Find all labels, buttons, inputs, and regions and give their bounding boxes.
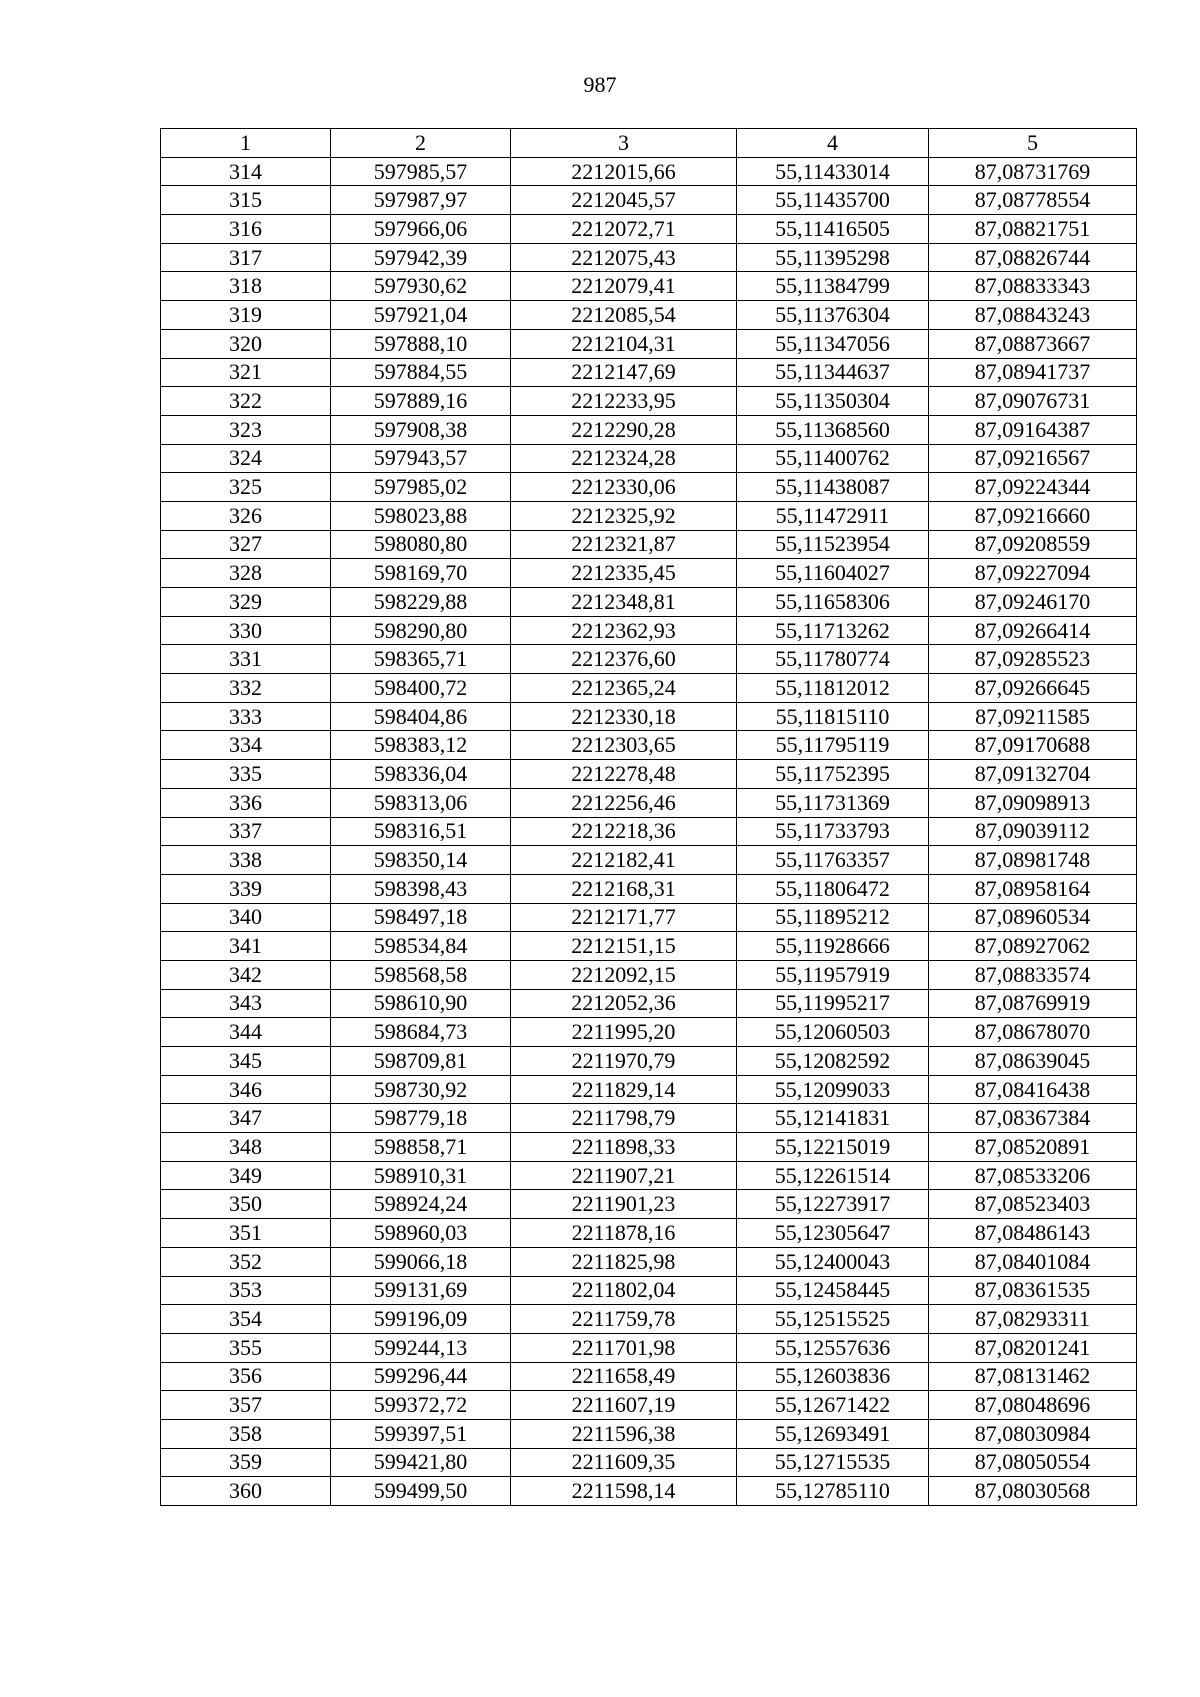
y-coordinate-cell: 2211658,49 (511, 1362, 737, 1391)
table-row (161, 301, 1137, 330)
x-coordinate-cell: 599421,80 (331, 1448, 511, 1477)
latitude-cell: 55,11713262 (737, 616, 929, 645)
table-row (161, 329, 1137, 358)
latitude-cell: 55,11780774 (737, 645, 929, 674)
longitude-cell: 87,08030984 (929, 1419, 1137, 1448)
point-number-cell: 359 (161, 1448, 331, 1477)
column-header-2: 2 (331, 129, 511, 158)
y-coordinate-cell: 2211898,33 (511, 1133, 737, 1162)
latitude-cell: 55,11384799 (737, 272, 929, 301)
table-row (161, 616, 1137, 645)
x-coordinate-cell: 598497,18 (331, 903, 511, 932)
latitude-cell: 55,11604027 (737, 559, 929, 588)
latitude-cell: 55,11731369 (737, 788, 929, 817)
y-coordinate-cell: 2211970,79 (511, 1047, 737, 1076)
x-coordinate-cell: 599296,44 (331, 1362, 511, 1391)
x-coordinate-cell: 598023,88 (331, 501, 511, 530)
point-number-cell: 324 (161, 444, 331, 473)
latitude-cell: 55,12557636 (737, 1333, 929, 1362)
latitude-cell: 55,12141831 (737, 1104, 929, 1133)
point-number-cell: 352 (161, 1247, 331, 1276)
longitude-cell: 87,08960534 (929, 903, 1137, 932)
longitude-cell: 87,08030568 (929, 1477, 1137, 1506)
longitude-cell: 87,08833574 (929, 960, 1137, 989)
latitude-cell: 55,11658306 (737, 588, 929, 617)
x-coordinate-cell: 598383,12 (331, 731, 511, 760)
table-row (161, 846, 1137, 875)
longitude-cell: 87,08778554 (929, 186, 1137, 215)
latitude-cell: 55,12671422 (737, 1391, 929, 1420)
longitude-cell: 87,09211585 (929, 702, 1137, 731)
x-coordinate-cell: 599499,50 (331, 1477, 511, 1506)
point-number-cell: 351 (161, 1219, 331, 1248)
longitude-cell: 87,08981748 (929, 846, 1137, 875)
point-number-cell: 315 (161, 186, 331, 215)
point-number-cell: 314 (161, 157, 331, 186)
latitude-cell: 55,11438087 (737, 473, 929, 502)
point-number-cell: 356 (161, 1362, 331, 1391)
table-row (161, 731, 1137, 760)
longitude-cell: 87,08639045 (929, 1047, 1137, 1076)
longitude-cell: 87,08361535 (929, 1276, 1137, 1305)
longitude-cell: 87,09208559 (929, 530, 1137, 559)
latitude-cell: 55,12060503 (737, 1018, 929, 1047)
point-number-cell: 332 (161, 674, 331, 703)
point-number-cell: 317 (161, 243, 331, 272)
point-number-cell: 330 (161, 616, 331, 645)
point-number-cell: 344 (161, 1018, 331, 1047)
x-coordinate-cell: 599372,72 (331, 1391, 511, 1420)
x-coordinate-cell: 599131,69 (331, 1276, 511, 1305)
y-coordinate-cell: 2212325,92 (511, 501, 737, 530)
x-coordinate-cell: 598960,03 (331, 1219, 511, 1248)
point-number-cell: 333 (161, 702, 331, 731)
longitude-cell: 87,09266414 (929, 616, 1137, 645)
point-number-cell: 327 (161, 530, 331, 559)
x-coordinate-cell: 598400,72 (331, 674, 511, 703)
x-coordinate-cell: 598568,58 (331, 960, 511, 989)
x-coordinate-cell: 598910,31 (331, 1161, 511, 1190)
point-number-cell: 348 (161, 1133, 331, 1162)
point-number-cell: 357 (161, 1391, 331, 1420)
longitude-cell: 87,08958164 (929, 874, 1137, 903)
point-number-cell: 355 (161, 1333, 331, 1362)
table-row (161, 932, 1137, 961)
y-coordinate-cell: 2212290,28 (511, 415, 737, 444)
x-coordinate-cell: 598350,14 (331, 846, 511, 875)
latitude-cell: 55,12603836 (737, 1362, 929, 1391)
table-row (161, 243, 1137, 272)
table-row (161, 415, 1137, 444)
x-coordinate-cell: 598534,84 (331, 932, 511, 961)
y-coordinate-cell: 2212182,41 (511, 846, 737, 875)
y-coordinate-cell: 2211907,21 (511, 1161, 737, 1190)
table-row (161, 645, 1137, 674)
table-body (161, 157, 1137, 1505)
column-header-1: 1 (161, 129, 331, 158)
latitude-cell: 55,11928666 (737, 932, 929, 961)
column-header-3: 3 (511, 129, 737, 158)
x-coordinate-cell: 597985,57 (331, 157, 511, 186)
table-row (161, 444, 1137, 473)
table-row (161, 501, 1137, 530)
y-coordinate-cell: 2212015,66 (511, 157, 737, 186)
table-row (161, 358, 1137, 387)
x-coordinate-cell: 599397,51 (331, 1419, 511, 1448)
latitude-cell: 55,11752395 (737, 760, 929, 789)
latitude-cell: 55,11344637 (737, 358, 929, 387)
y-coordinate-cell: 2212104,31 (511, 329, 737, 358)
latitude-cell: 55,11416505 (737, 215, 929, 244)
table-row (161, 960, 1137, 989)
y-coordinate-cell: 2211607,19 (511, 1391, 737, 1420)
point-number-cell: 345 (161, 1047, 331, 1076)
y-coordinate-cell: 2211802,04 (511, 1276, 737, 1305)
x-coordinate-cell: 598365,71 (331, 645, 511, 674)
y-coordinate-cell: 2212303,65 (511, 731, 737, 760)
table-row (161, 1362, 1137, 1391)
point-number-cell: 335 (161, 760, 331, 789)
y-coordinate-cell: 2211598,14 (511, 1477, 737, 1506)
point-number-cell: 316 (161, 215, 331, 244)
longitude-cell: 87,09076731 (929, 387, 1137, 416)
latitude-cell: 55,11368560 (737, 415, 929, 444)
longitude-cell: 87,08873667 (929, 329, 1137, 358)
y-coordinate-cell: 2211995,20 (511, 1018, 737, 1047)
header-row (161, 129, 1137, 158)
point-number-cell: 323 (161, 415, 331, 444)
point-number-cell: 325 (161, 473, 331, 502)
longitude-cell: 87,09246170 (929, 588, 1137, 617)
table-row (161, 760, 1137, 789)
table-row (161, 1305, 1137, 1334)
longitude-cell: 87,09224344 (929, 473, 1137, 502)
table-row (161, 588, 1137, 617)
y-coordinate-cell: 2211701,98 (511, 1333, 737, 1362)
table-row (161, 788, 1137, 817)
table-row (161, 215, 1137, 244)
longitude-cell: 87,08533206 (929, 1161, 1137, 1190)
y-coordinate-cell: 2212045,57 (511, 186, 737, 215)
longitude-cell: 87,08826744 (929, 243, 1137, 272)
longitude-cell: 87,08293311 (929, 1305, 1137, 1334)
point-number-cell: 334 (161, 731, 331, 760)
table-row (161, 874, 1137, 903)
x-coordinate-cell: 598779,18 (331, 1104, 511, 1133)
latitude-cell: 55,11435700 (737, 186, 929, 215)
x-coordinate-cell: 597889,16 (331, 387, 511, 416)
x-coordinate-cell: 597930,62 (331, 272, 511, 301)
longitude-cell: 87,08401084 (929, 1247, 1137, 1276)
y-coordinate-cell: 2212330,18 (511, 702, 737, 731)
x-coordinate-cell: 599196,09 (331, 1305, 511, 1334)
table-row (161, 1075, 1137, 1104)
longitude-cell: 87,08927062 (929, 932, 1137, 961)
table-row (161, 1477, 1137, 1506)
x-coordinate-cell: 598404,86 (331, 702, 511, 731)
x-coordinate-cell: 598858,71 (331, 1133, 511, 1162)
x-coordinate-cell: 597888,10 (331, 329, 511, 358)
point-number-cell: 322 (161, 387, 331, 416)
coordinates-table (160, 128, 1137, 1506)
latitude-cell: 55,12099033 (737, 1075, 929, 1104)
y-coordinate-cell: 2212362,93 (511, 616, 737, 645)
latitude-cell: 55,12261514 (737, 1161, 929, 1190)
y-coordinate-cell: 2212085,54 (511, 301, 737, 330)
longitude-cell: 87,08731769 (929, 157, 1137, 186)
y-coordinate-cell: 2211798,79 (511, 1104, 737, 1133)
table-row (161, 473, 1137, 502)
table-row (161, 1018, 1137, 1047)
point-number-cell: 354 (161, 1305, 331, 1334)
latitude-cell: 55,12215019 (737, 1133, 929, 1162)
longitude-cell: 87,09170688 (929, 731, 1137, 760)
point-number-cell: 339 (161, 874, 331, 903)
column-header-5: 5 (929, 129, 1137, 158)
latitude-cell: 55,11795119 (737, 731, 929, 760)
latitude-cell: 55,12400043 (737, 1247, 929, 1276)
longitude-cell: 87,08833343 (929, 272, 1137, 301)
y-coordinate-cell: 2211825,98 (511, 1247, 737, 1276)
point-number-cell: 341 (161, 932, 331, 961)
x-coordinate-cell: 597942,39 (331, 243, 511, 272)
x-coordinate-cell: 598398,43 (331, 874, 511, 903)
latitude-cell: 55,11433014 (737, 157, 929, 186)
latitude-cell: 55,11376304 (737, 301, 929, 330)
x-coordinate-cell: 597908,38 (331, 415, 511, 444)
latitude-cell: 55,12305647 (737, 1219, 929, 1248)
latitude-cell: 55,12785110 (737, 1477, 929, 1506)
table-row (161, 559, 1137, 588)
latitude-cell: 55,12082592 (737, 1047, 929, 1076)
latitude-cell: 55,11472911 (737, 501, 929, 530)
longitude-cell: 87,08131462 (929, 1362, 1137, 1391)
longitude-cell: 87,08821751 (929, 215, 1137, 244)
y-coordinate-cell: 2211759,78 (511, 1305, 737, 1334)
x-coordinate-cell: 599244,13 (331, 1333, 511, 1362)
y-coordinate-cell: 2212075,43 (511, 243, 737, 272)
table-row (161, 272, 1137, 301)
table-row (161, 1047, 1137, 1076)
point-number-cell: 342 (161, 960, 331, 989)
table-row (161, 1448, 1137, 1477)
x-coordinate-cell: 597966,06 (331, 215, 511, 244)
latitude-cell: 55,11347056 (737, 329, 929, 358)
y-coordinate-cell: 2212335,45 (511, 559, 737, 588)
x-coordinate-cell: 598229,88 (331, 588, 511, 617)
table-header (161, 129, 1137, 158)
latitude-cell: 55,11733793 (737, 817, 929, 846)
longitude-cell: 87,09216567 (929, 444, 1137, 473)
y-coordinate-cell: 2212330,06 (511, 473, 737, 502)
latitude-cell: 55,11523954 (737, 530, 929, 559)
point-number-cell: 358 (161, 1419, 331, 1448)
y-coordinate-cell: 2211596,38 (511, 1419, 737, 1448)
x-coordinate-cell: 598684,73 (331, 1018, 511, 1047)
table-row (161, 1133, 1137, 1162)
latitude-cell: 55,11812012 (737, 674, 929, 703)
point-number-cell: 350 (161, 1190, 331, 1219)
column-header-4: 4 (737, 129, 929, 158)
y-coordinate-cell: 2212321,87 (511, 530, 737, 559)
x-coordinate-cell: 598730,92 (331, 1075, 511, 1104)
y-coordinate-cell: 2211901,23 (511, 1190, 737, 1219)
y-coordinate-cell: 2211829,14 (511, 1075, 737, 1104)
y-coordinate-cell: 2212376,60 (511, 645, 737, 674)
longitude-cell: 87,08048696 (929, 1391, 1137, 1420)
latitude-cell: 55,12273917 (737, 1190, 929, 1219)
table-row (161, 1419, 1137, 1448)
longitude-cell: 87,08050554 (929, 1448, 1137, 1477)
y-coordinate-cell: 2212079,41 (511, 272, 737, 301)
longitude-cell: 87,08416438 (929, 1075, 1137, 1104)
x-coordinate-cell: 597985,02 (331, 473, 511, 502)
y-coordinate-cell: 2212278,48 (511, 760, 737, 789)
table-row (161, 387, 1137, 416)
longitude-cell: 87,09266645 (929, 674, 1137, 703)
point-number-cell: 343 (161, 989, 331, 1018)
latitude-cell: 55,11350304 (737, 387, 929, 416)
latitude-cell: 55,12458445 (737, 1276, 929, 1305)
point-number-cell: 338 (161, 846, 331, 875)
y-coordinate-cell: 2212256,46 (511, 788, 737, 817)
point-number-cell: 319 (161, 301, 331, 330)
table-row (161, 1276, 1137, 1305)
x-coordinate-cell: 599066,18 (331, 1247, 511, 1276)
point-number-cell: 360 (161, 1477, 331, 1506)
y-coordinate-cell: 2212147,69 (511, 358, 737, 387)
x-coordinate-cell: 598709,81 (331, 1047, 511, 1076)
page-number: 987 (583, 72, 617, 97)
y-coordinate-cell: 2212151,15 (511, 932, 737, 961)
point-number-cell: 336 (161, 788, 331, 817)
x-coordinate-cell: 598290,80 (331, 616, 511, 645)
point-number-cell: 331 (161, 645, 331, 674)
table-row (161, 817, 1137, 846)
longitude-cell: 87,08523403 (929, 1190, 1137, 1219)
longitude-cell: 87,09227094 (929, 559, 1137, 588)
latitude-cell: 55,11806472 (737, 874, 929, 903)
y-coordinate-cell: 2212092,15 (511, 960, 737, 989)
latitude-cell: 55,12693491 (737, 1419, 929, 1448)
table-row (161, 157, 1137, 186)
longitude-cell: 87,09164387 (929, 415, 1137, 444)
y-coordinate-cell: 2212171,77 (511, 903, 737, 932)
longitude-cell: 87,08843243 (929, 301, 1137, 330)
y-coordinate-cell: 2212233,95 (511, 387, 737, 416)
latitude-cell: 55,11763357 (737, 846, 929, 875)
y-coordinate-cell: 2212365,24 (511, 674, 737, 703)
longitude-cell: 87,08367384 (929, 1104, 1137, 1133)
table-row (161, 702, 1137, 731)
x-coordinate-cell: 598313,06 (331, 788, 511, 817)
latitude-cell: 55,11995217 (737, 989, 929, 1018)
table-row (161, 1104, 1137, 1133)
y-coordinate-cell: 2212218,36 (511, 817, 737, 846)
point-number-cell: 346 (161, 1075, 331, 1104)
latitude-cell: 55,11395298 (737, 243, 929, 272)
x-coordinate-cell: 598169,70 (331, 559, 511, 588)
longitude-cell: 87,08486143 (929, 1219, 1137, 1248)
y-coordinate-cell: 2211878,16 (511, 1219, 737, 1248)
x-coordinate-cell: 597943,57 (331, 444, 511, 473)
longitude-cell: 87,09039112 (929, 817, 1137, 846)
x-coordinate-cell: 597987,97 (331, 186, 511, 215)
y-coordinate-cell: 2212324,28 (511, 444, 737, 473)
longitude-cell: 87,08941737 (929, 358, 1137, 387)
point-number-cell: 321 (161, 358, 331, 387)
point-number-cell: 329 (161, 588, 331, 617)
latitude-cell: 55,11815110 (737, 702, 929, 731)
longitude-cell: 87,09098913 (929, 788, 1137, 817)
y-coordinate-cell: 2212072,71 (511, 215, 737, 244)
x-coordinate-cell: 597921,04 (331, 301, 511, 330)
table-row (161, 186, 1137, 215)
y-coordinate-cell: 2212348,81 (511, 588, 737, 617)
table-row (161, 989, 1137, 1018)
longitude-cell: 87,09216660 (929, 501, 1137, 530)
point-number-cell: 347 (161, 1104, 331, 1133)
y-coordinate-cell: 2212168,31 (511, 874, 737, 903)
x-coordinate-cell: 598336,04 (331, 760, 511, 789)
point-number-cell: 326 (161, 501, 331, 530)
longitude-cell: 87,09285523 (929, 645, 1137, 674)
point-number-cell: 318 (161, 272, 331, 301)
latitude-cell: 55,12515525 (737, 1305, 929, 1334)
table-row (161, 530, 1137, 559)
longitude-cell: 87,08201241 (929, 1333, 1137, 1362)
point-number-cell: 337 (161, 817, 331, 846)
latitude-cell: 55,12715535 (737, 1448, 929, 1477)
latitude-cell: 55,11895212 (737, 903, 929, 932)
x-coordinate-cell: 598924,24 (331, 1190, 511, 1219)
point-number-cell: 349 (161, 1161, 331, 1190)
x-coordinate-cell: 597884,55 (331, 358, 511, 387)
x-coordinate-cell: 598080,80 (331, 530, 511, 559)
longitude-cell: 87,08520891 (929, 1133, 1137, 1162)
longitude-cell: 87,09132704 (929, 760, 1137, 789)
table-row (161, 1161, 1137, 1190)
table-row (161, 674, 1137, 703)
x-coordinate-cell: 598316,51 (331, 817, 511, 846)
point-number-cell: 328 (161, 559, 331, 588)
table-row (161, 903, 1137, 932)
longitude-cell: 87,08769919 (929, 989, 1137, 1018)
table-row (161, 1391, 1137, 1420)
latitude-cell: 55,11957919 (737, 960, 929, 989)
point-number-cell: 340 (161, 903, 331, 932)
table-row (161, 1333, 1137, 1362)
longitude-cell: 87,08678070 (929, 1018, 1137, 1047)
table-row (161, 1190, 1137, 1219)
y-coordinate-cell: 2212052,36 (511, 989, 737, 1018)
x-coordinate-cell: 598610,90 (331, 989, 511, 1018)
y-coordinate-cell: 2211609,35 (511, 1448, 737, 1477)
table-row (161, 1219, 1137, 1248)
latitude-cell: 55,11400762 (737, 444, 929, 473)
point-number-cell: 353 (161, 1276, 331, 1305)
point-number-cell: 320 (161, 329, 331, 358)
table-row (161, 1247, 1137, 1276)
